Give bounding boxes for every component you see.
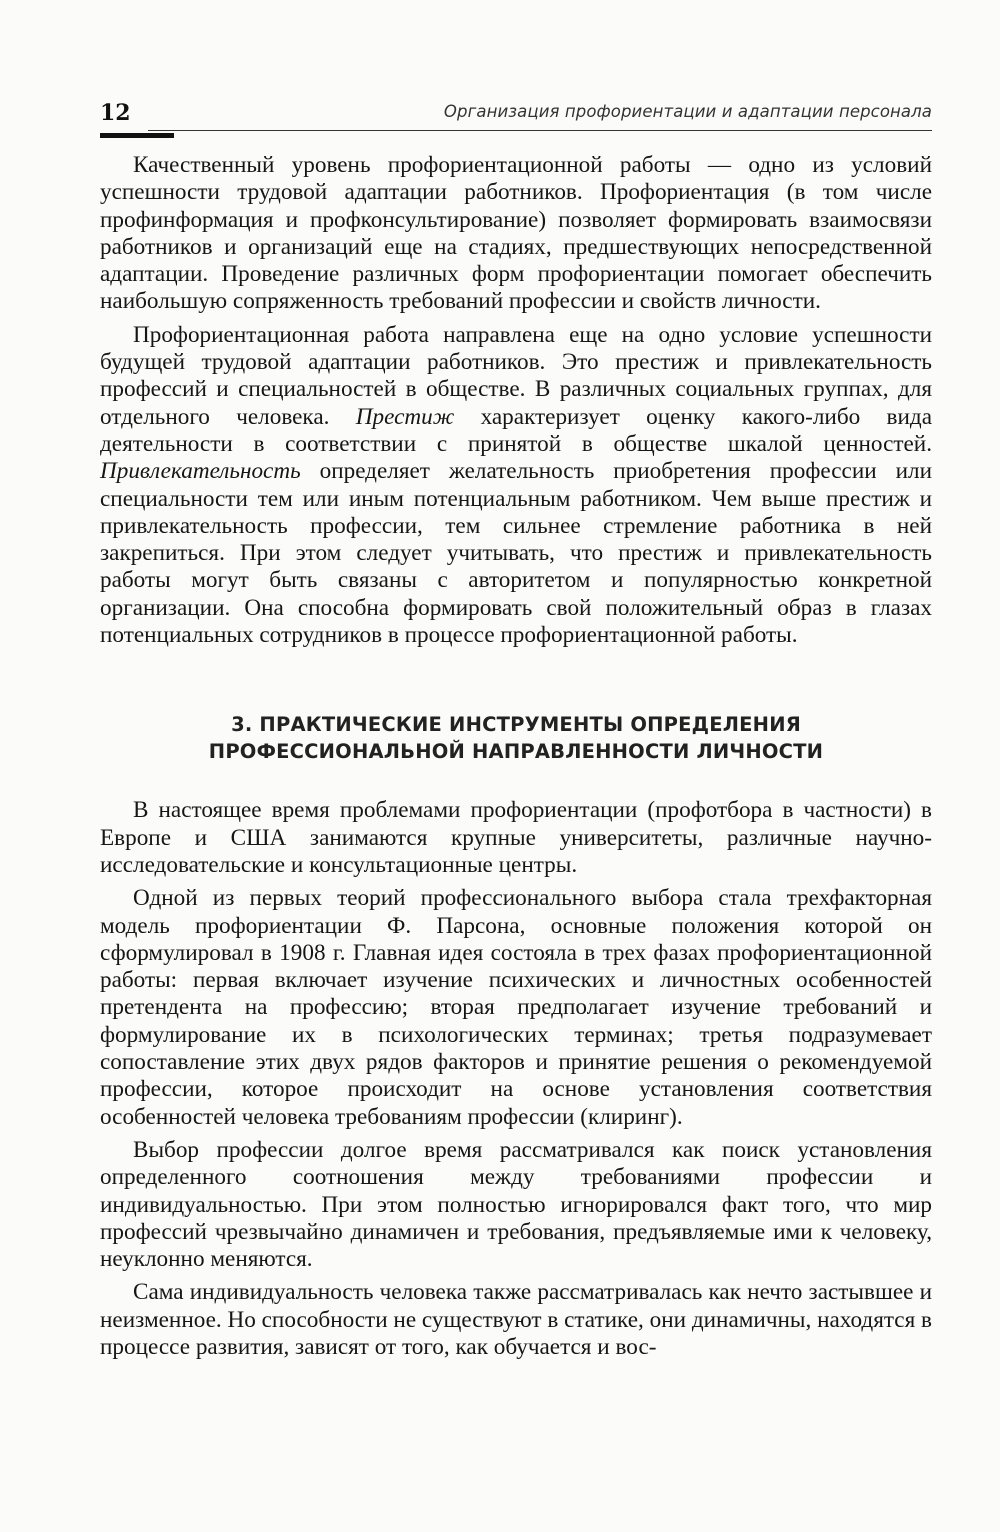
section-heading-line-1: 3. ПРАКТИЧЕСКИЕ ИНСТРУМЕНТЫ ОПРЕДЕЛЕНИЯ bbox=[231, 713, 801, 737]
emphasized-term: Привлекательность bbox=[100, 458, 301, 485]
paragraph bbox=[100, 1137, 932, 1273]
section-heading bbox=[100, 711, 932, 765]
body-text bbox=[100, 152, 932, 1361]
paragraph-text: Профориентационная работа направлена еще на одно условие успешности будущей трудовой адаптации работников. Это престиж и привлекательность профессий и специальностей в обществе. В различных социальных группах, для отдельного человека. bbox=[100, 321, 932, 430]
paragraph bbox=[100, 322, 932, 650]
intro-paragraphs bbox=[100, 152, 932, 649]
book-page bbox=[100, 96, 932, 1367]
emphasized-term: Престиж bbox=[355, 403, 455, 430]
paragraph-text: определяет желательность приобретения профессии или специальности тем или иным потенциальным работником. Чем выше престиж и привлекательность профессии, тем сильнее стремление работника в ней закрепиться. При этом следует учитывать, что престиж и привлекательность работы могут быть связаны с авторитетом и популярностью конкретной организации. Она способна формировать свой положительный образ в глазах потенциальных сотрудников в процессе профориентационной работы. bbox=[100, 458, 932, 649]
header-rule-accent bbox=[100, 133, 174, 138]
paragraph bbox=[100, 797, 932, 879]
paragraph-text: Выбор профессии долгое время рассматривался как поиск установления определенного соотношения между требованиями профессии и индивидуальностью. При этом полностью игнорировался факт того, что мир профессий чрезвычайно динамичен и требования, предъявляемые ими к человеку, неуклонно меняются. bbox=[100, 1136, 932, 1273]
page-number: 12 bbox=[100, 100, 131, 126]
page-header bbox=[100, 96, 932, 132]
section-heading-line-2: ПРОФЕССИОНАЛЬНОЙ НАПРАВЛЕННОСТИ ЛИЧНОСТИ bbox=[208, 740, 824, 764]
running-title: Организация профориентации и адаптации персонала bbox=[443, 102, 932, 121]
paragraph-text: Одной из первых теорий профессионального выбора стала трехфакторная модель профориентации Ф. Парсона, основные положения которой он сформулировал в 1908 г. Главная идея состояла в трех фазах профориентационной работы: первая включает изучение психических и личностных особенностей претендента на профессию; вторая предполагает изучение требований и формулирование их в психологических терминах; третья подразумевает сопоставление этих двух рядов факторов и принятие решения о рекомендуемой профессии, которое происходит на основе установления соответствия особенностей человека требованиям профессии (клиринг). bbox=[100, 885, 932, 1130]
paragraph-text: характеризует оценку какого-либо вида деятельности в соответствии с принятой в обществе шкалой ценностей. bbox=[100, 403, 932, 457]
paragraph-text: Сама индивидуальность человека также рассматривалась как нечто застывшее и неизменное. Но способности не существуют в статике, они динамичны, находятся в процессе развития, зависят от того, как обучается и вос- bbox=[100, 1279, 932, 1360]
paragraph-text: В настоящее время проблемами профориентации (профотбора в частности) в Европе и США занимаются крупные университеты, различные научно-исследовательские и консультационные центры. bbox=[100, 797, 932, 878]
paragraph-text: Качественный уровень профориентационной работы — одно из условий успешности трудовой адаптации работников. Профориентация (в том числе профинформация и профконсультирование) позволяет формировать взаимосвязи работников и организаций еще на стадиях, предшествующих непосредственной адаптации. Проведение различных форм профориентации помогает обеспечить наибольшую сопряженность требований профессии и свойств личности. bbox=[100, 152, 932, 315]
paragraph bbox=[100, 885, 932, 1131]
paragraph bbox=[100, 1279, 932, 1361]
header-rule bbox=[148, 130, 932, 131]
section-paragraphs bbox=[100, 797, 932, 1361]
paragraph bbox=[100, 152, 932, 316]
